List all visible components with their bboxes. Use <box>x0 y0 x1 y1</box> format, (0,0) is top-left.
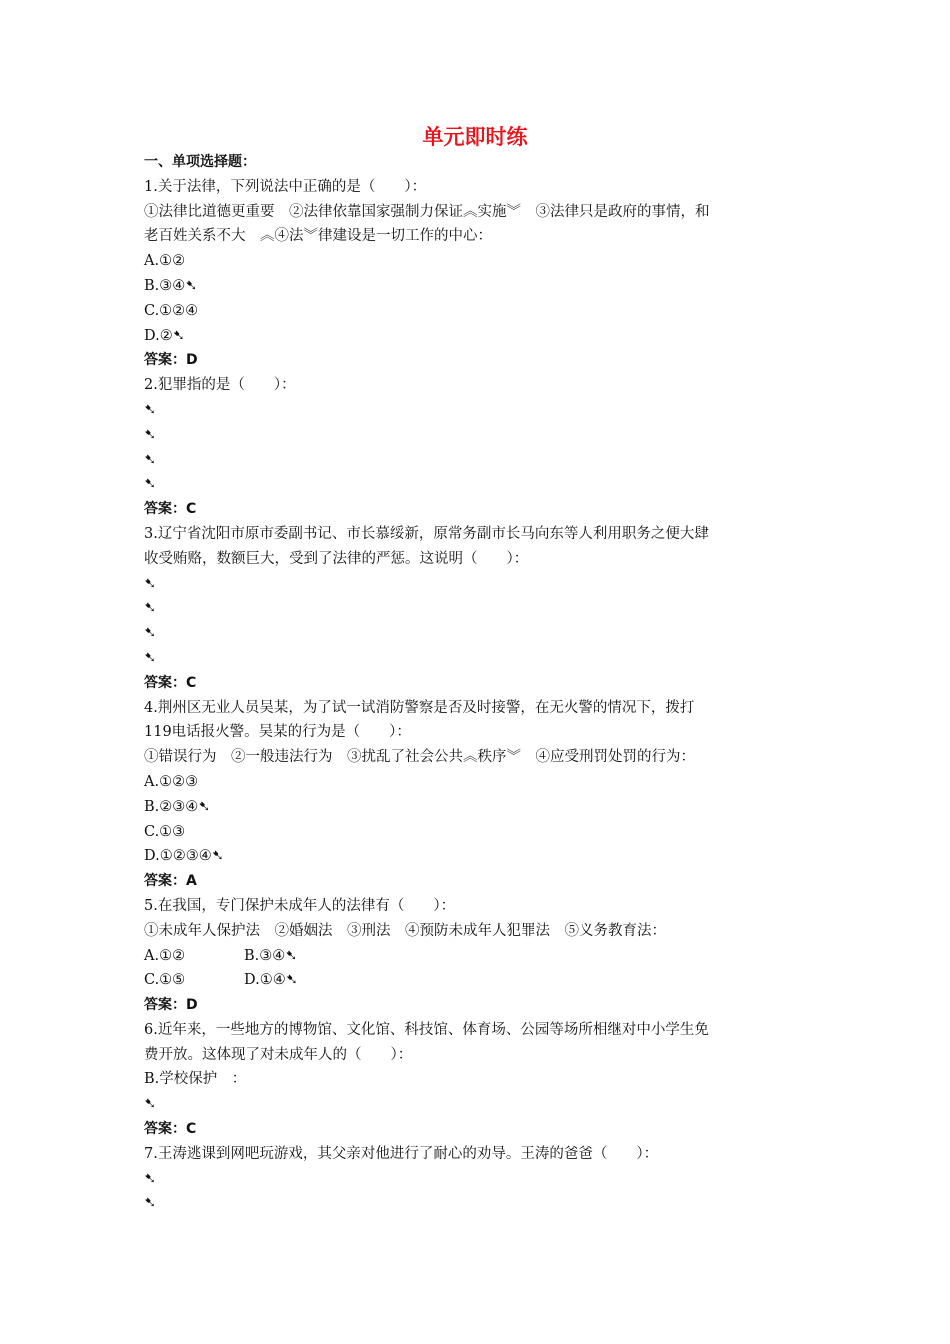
question-6-answer: 答案：C <box>144 1121 197 1138</box>
question-4-cont: 119电话报火警。吴某的行为是（ ）： <box>144 724 411 741</box>
question-5-statements: ①未成年人保护法 ②婚姻法 ③刑法 ④预防未成年人犯罪法 ⑤义务教育法： <box>144 922 666 939</box>
question-4-option-c: C.①③ <box>144 823 186 840</box>
question-5: 5.在我国，专门保护未成年人的法律有（ ）： <box>144 897 456 914</box>
question-4: 4.荆州区无业人员吴某，为了试一试消防警察是否及时接警，在无火警的情况下，拨打 <box>144 699 695 716</box>
question-5-option-d: D.①④➷ <box>244 972 298 989</box>
question-2-option-3: ➷ <box>144 451 157 468</box>
question-3-option-4: ➷ <box>144 649 157 666</box>
question-4-answer: 答案：A <box>144 873 197 890</box>
question-1-option-c: C.①②④ <box>144 302 199 319</box>
question-5-option-a: A.①② <box>144 947 186 964</box>
question-2-answer: 答案：C <box>144 501 197 518</box>
page-title: 单元即时练 <box>422 125 528 149</box>
question-4-option-a: A.①②③ <box>144 773 199 790</box>
question-4-option-b: B.②③④➷ <box>144 798 211 815</box>
question-2-option-2: ➷ <box>144 426 157 443</box>
question-1-statements: ①法律比道德更重要 ②法律依靠国家强制力保证︽实施︾ ③法律只是政府的事情，和 <box>144 203 710 220</box>
question-7-option-1: ➷ <box>144 1170 157 1187</box>
question-2-option-1: ➷ <box>144 401 157 418</box>
question-5-option-b: B.③④➷ <box>244 947 298 964</box>
question-4-statements: ①错误行为 ②一般违法行为 ③扰乱了社会公共︽秩序︾ ④应受刑罚处罚的行为： <box>144 749 695 766</box>
question-2-option-4: ➷ <box>144 476 157 493</box>
question-5-options-row-1 <box>144 944 814 969</box>
question-4-option-d: D.①②③④➷ <box>144 848 224 865</box>
question-3-cont: 收受贿赂，数额巨大，受到了法律的严惩。这说明（ ）： <box>144 550 529 567</box>
question-3: 3.辽宁省沈阳市原市委副书记、市长慕绥新，原常务副市长马向东等人利用职务之便大肆 <box>144 525 709 542</box>
question-1: 1.关于法律，下列说法中正确的是（ ）： <box>144 178 427 195</box>
question-6-cont: 费开放。这体现了对未成年人的（ ）： <box>144 1046 413 1063</box>
question-7: 7.王涛逃课到网吧玩游戏，其父亲对他进行了耐心的劝导。王涛的爸爸（ ）： <box>144 1145 659 1162</box>
question-1-statements-cont: 老百姓关系不大 ︽④法︾律建设是一切工作的中心： <box>144 228 492 245</box>
question-5-option-c: C.①⑤ <box>144 972 186 989</box>
question-1-answer: 答案：D <box>144 352 198 369</box>
question-6: 6.近年来，一些地方的博物馆、文化馆、科技馆、体育场、公园等场所相继对中小学生免 <box>144 1021 709 1038</box>
question-2: 2.犯罪指的是（ ）： <box>144 377 296 394</box>
question-5-options-row-2 <box>144 968 814 993</box>
section-heading: 一、单项选择题： <box>144 154 256 170</box>
question-3-answer: 答案：C <box>144 674 197 691</box>
question-3-option-2: ➷ <box>144 600 157 617</box>
question-3-option-1: ➷ <box>144 575 157 592</box>
question-1-option-d: D.②➷ <box>144 327 185 344</box>
question-3-option-3: ➷ <box>144 625 157 642</box>
question-5-answer: 答案：D <box>144 997 198 1014</box>
exercise-content <box>144 150 814 1216</box>
question-1-option-a: A.①② <box>144 253 186 270</box>
question-6-option: ➷ <box>144 1096 157 1113</box>
question-6-option-b: B.学校保护 ： <box>144 1071 247 1088</box>
question-7-option-2: ➷ <box>144 1195 157 1212</box>
question-1-option-b: B.③④➷ <box>144 277 198 294</box>
